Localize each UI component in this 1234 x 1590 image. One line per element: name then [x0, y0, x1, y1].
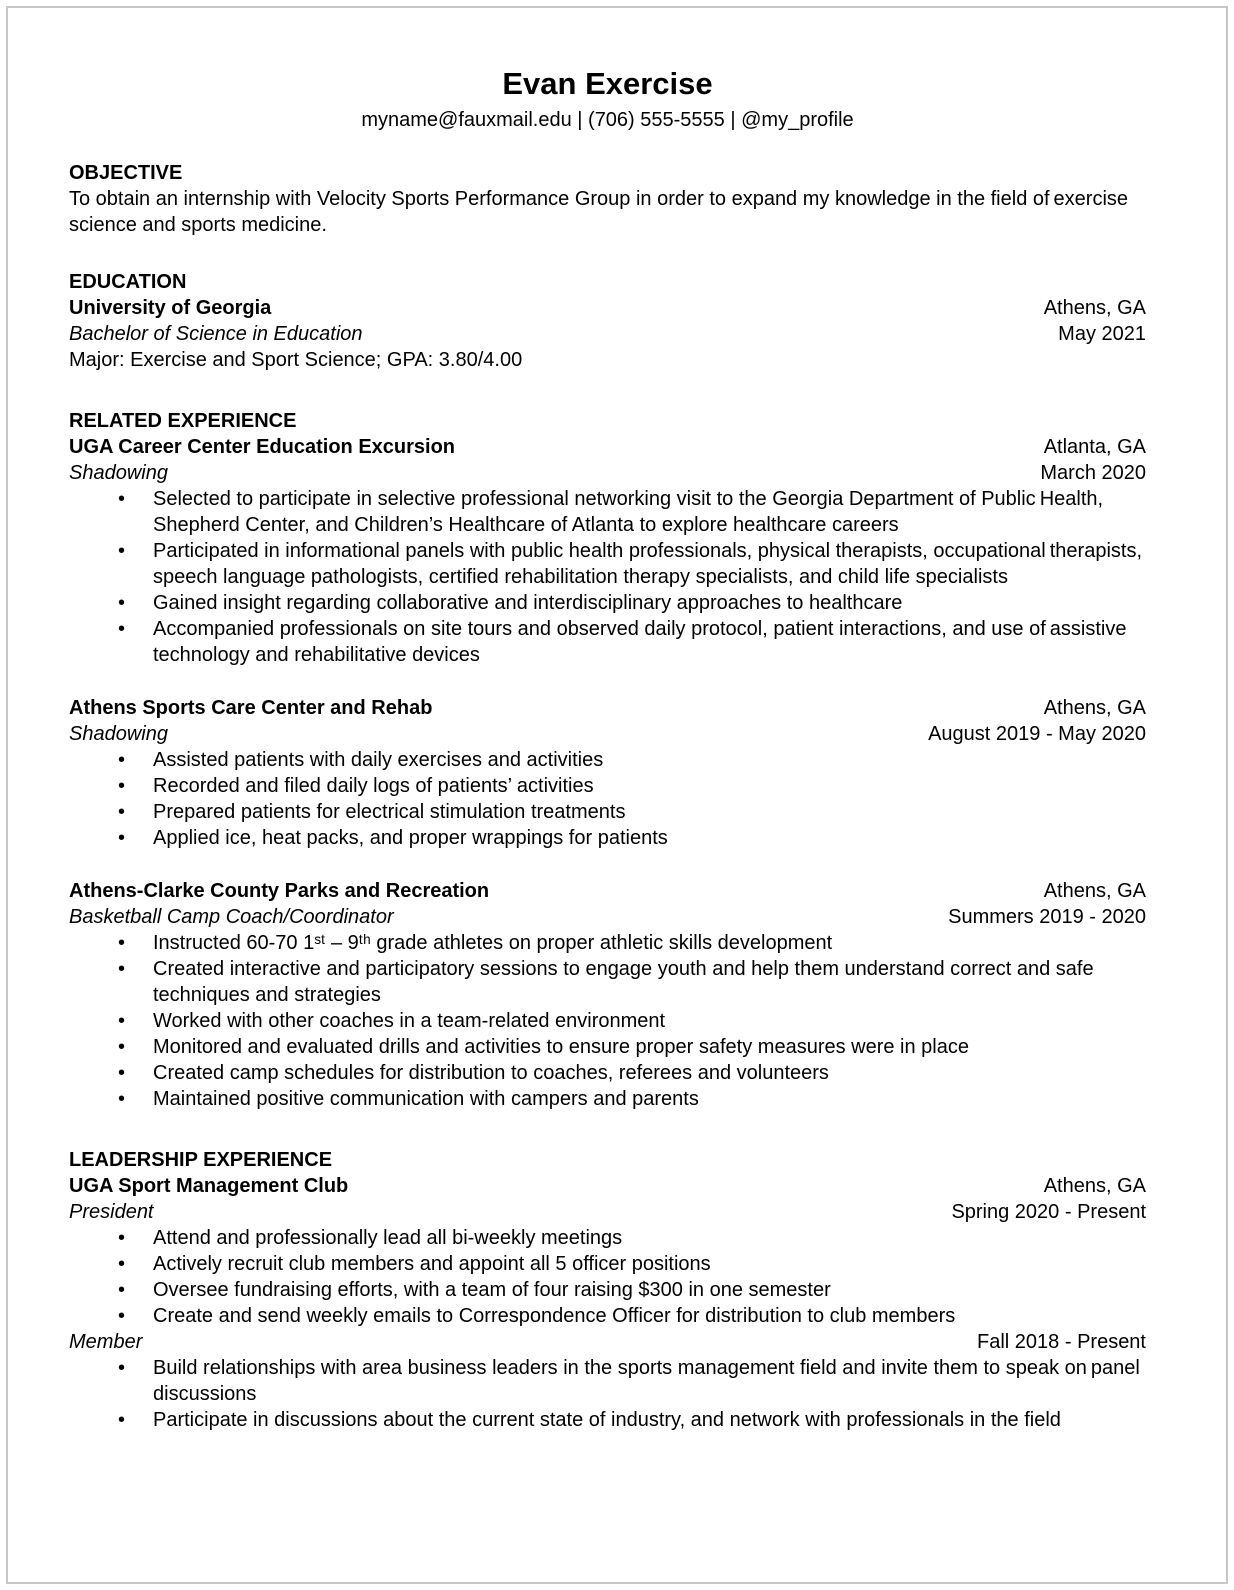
bullet-item: • Attend and professionally lead all bi-weekly meetings	[69, 1225, 1146, 1251]
bullet-list	[69, 486, 1146, 668]
entry-role-row	[69, 904, 1146, 930]
bullet-item: • Accompanied professionals on site tours and observed daily protocol, patient interactions, and use of assistive technology and rehabilitative devices	[69, 616, 1146, 668]
org-name: Athens-Clarke County Parks and Recreation	[69, 880, 490, 902]
section-title-education: EDUCATION	[69, 271, 187, 293]
section-objective	[69, 160, 1146, 238]
bullet-item: • Participated in informational panels with public health professionals, physical therapists, occupational therapists, speech language pathologists, certified rehabilitation therapy specialists, and child life specialists	[69, 538, 1146, 590]
bullet-item: • Applied ice, heat packs, and proper wrappings for patients	[69, 825, 1146, 851]
role-title: President	[69, 1201, 154, 1223]
bullet-list	[69, 1355, 1146, 1433]
bullet-item: • Created camp schedules for distribution to coaches, referees and volunteers	[69, 1060, 1146, 1086]
education-header-row	[69, 295, 1146, 321]
bullet-item: • Oversee fundraising efforts, with a team of four raising $300 in one semester	[69, 1277, 1146, 1303]
school-location: Athens, GA	[1043, 297, 1146, 319]
section-title-related-experience: RELATED EXPERIENCE	[69, 410, 297, 432]
date-range: August 2019 - May 2020	[928, 723, 1146, 745]
bullet-list	[69, 930, 1146, 1112]
resume-header	[69, 66, 1146, 133]
org-name: UGA Career Center Education Excursion	[69, 436, 456, 458]
experience-entry	[69, 695, 1146, 851]
education-details: Major: Exercise and Sport Science; GPA: 3.80/4.00	[69, 349, 523, 371]
person-name: Evan Exercise	[502, 66, 713, 101]
bullet-item: • Participate in discussions about the current state of industry, and network with professionals in the field	[69, 1407, 1146, 1433]
role-title: Shadowing	[69, 462, 168, 484]
bullet-item: • Build relationships with area business leaders in the sports management field and invite them to speak on panel discussions	[69, 1355, 1146, 1407]
section-title-objective: OBJECTIVE	[69, 162, 183, 184]
bullet-item: • Prepared patients for electrical stimulation treatments	[69, 799, 1146, 825]
org-location: Atlanta, GA	[1043, 436, 1146, 458]
org-location: Athens, GA	[1043, 697, 1146, 719]
entry-role-row	[69, 721, 1146, 747]
entry-header-row	[69, 1173, 1146, 1199]
entry-header-row	[69, 695, 1146, 721]
bullet-item: • Assisted patients with daily exercises and activities	[69, 747, 1146, 773]
bullet-item: • Create and send weekly emails to Correspondence Officer for distribution to club members	[69, 1303, 1146, 1329]
section-leadership-experience	[69, 1147, 1146, 1433]
date-range: March 2020	[1040, 462, 1146, 484]
entry-header-row	[69, 434, 1146, 460]
experience-entry	[69, 878, 1146, 1112]
entry-role-row	[69, 1199, 1146, 1225]
school-name: University of Georgia	[69, 297, 272, 319]
section-related-experience	[69, 408, 1146, 1112]
degree-name: Bachelor of Science in Education	[69, 323, 363, 345]
role-title: Basketball Camp Coach/Coordinator	[69, 906, 394, 928]
resume-content	[8, 8, 1226, 1433]
bullet-item: • Created interactive and participatory sessions to engage youth and help them understand correct and safe techniques and strategies	[69, 956, 1146, 1008]
bullet-list	[69, 1225, 1146, 1329]
date-range: Spring 2020 - Present	[951, 1201, 1146, 1223]
bullet-item: • Worked with other coaches in a team-related environment	[69, 1008, 1146, 1034]
org-location: Athens, GA	[1043, 1175, 1146, 1197]
bullet-item: • Recorded and filed daily logs of patients’ activities	[69, 773, 1146, 799]
date-range: Fall 2018 - Present	[977, 1331, 1146, 1353]
entry-role-row	[69, 460, 1146, 486]
bullet-item: • Selected to participate in selective professional networking visit to the Georgia Department of Public Health, Shepherd Center, and Children’s Healthcare of Atlanta to explore healthcare careers	[69, 486, 1146, 538]
bullet-item: • Actively recruit club members and appoint all 5 officer positions	[69, 1251, 1146, 1277]
bullet-item: • Gained insight regarding collaborative and interdisciplinary approaches to healthcare	[69, 590, 1146, 616]
entry-header-row	[69, 878, 1146, 904]
org-name: UGA Sport Management Club	[69, 1175, 349, 1197]
date-range: Summers 2019 - 2020	[948, 906, 1146, 928]
education-degree-row	[69, 321, 1146, 347]
org-name: Athens Sports Care Center and Rehab	[69, 697, 433, 719]
role-title: Member	[69, 1331, 143, 1353]
bullet-item: • Monitored and evaluated drills and activities to ensure proper safety measures were in place	[69, 1034, 1146, 1060]
contact-line: myname@fauxmail.edu | (706) 555-5555 | @my_profile	[361, 109, 854, 131]
objective-text: To obtain an internship with Velocity Sports Performance Group in order to expand my knowledge in the field of exercise science and sports medicine.	[69, 188, 1129, 236]
section-title-leadership-experience: LEADERSHIP EXPERIENCE	[69, 1149, 333, 1171]
entry-role-row	[69, 1329, 1146, 1355]
resume-page	[6, 6, 1228, 1584]
bullet-list	[69, 747, 1146, 851]
bullet-item: • Maintained positive communication with campers and parents	[69, 1086, 1146, 1112]
experience-entry	[69, 434, 1146, 668]
bullet-item: • Instructed 60-70 1ˢᵗ – 9ᵗʰ grade athletes on proper athletic skills development	[69, 930, 1146, 956]
org-location: Athens, GA	[1043, 880, 1146, 902]
section-education	[69, 269, 1146, 373]
role-title: Shadowing	[69, 723, 168, 745]
graduation-date: May 2021	[1058, 323, 1146, 345]
